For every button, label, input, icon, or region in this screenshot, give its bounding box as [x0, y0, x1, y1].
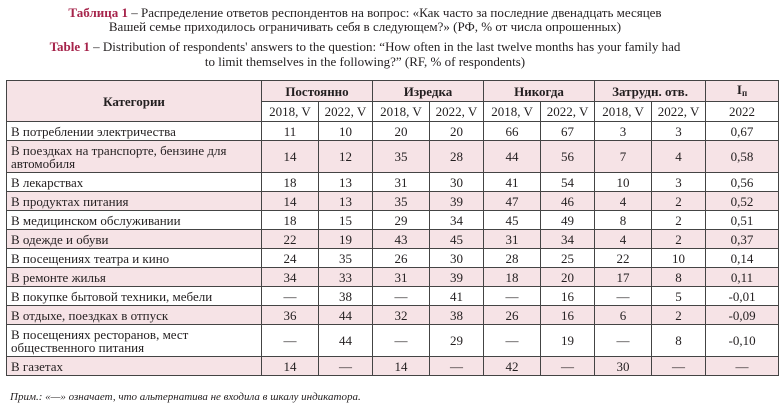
- row-value: 6: [595, 306, 652, 325]
- caption-en-label: Table 1: [49, 39, 90, 54]
- header-category: Категории: [7, 81, 262, 122]
- row-value: 43: [373, 230, 430, 249]
- row-value: 17: [595, 268, 652, 287]
- row-value: —: [484, 287, 541, 306]
- header-group: Изредка: [373, 81, 484, 102]
- table-row: [7, 306, 779, 325]
- row-value: 35: [373, 141, 430, 173]
- row-index-value: 0,67: [706, 122, 779, 141]
- table-row: [7, 249, 779, 268]
- row-value: 3: [652, 173, 706, 192]
- row-value: 31: [373, 173, 430, 192]
- header-row: [7, 81, 779, 102]
- row-value: 29: [373, 211, 430, 230]
- row-value: 66: [484, 122, 541, 141]
- row-category: В посещениях ресторанов, мест общественного питания: [7, 325, 262, 357]
- row-value: 28: [430, 141, 484, 173]
- row-value: 25: [541, 249, 595, 268]
- header-group: Затрудн. отв.: [595, 81, 706, 102]
- subheader-year: 2018, V: [373, 102, 430, 122]
- row-index-value: 0,52: [706, 192, 779, 211]
- table-row: [7, 122, 779, 141]
- row-value: 18: [484, 268, 541, 287]
- row-value: 4: [595, 192, 652, 211]
- row-value: 44: [319, 306, 373, 325]
- row-value: —: [319, 357, 373, 376]
- row-value: 20: [373, 122, 430, 141]
- subheader-index-year: 2022: [706, 102, 779, 122]
- subheader-year: 2018, V: [595, 102, 652, 122]
- table-row: [7, 325, 779, 357]
- header-index-main: I: [736, 81, 742, 97]
- subheader-year: 2018, V: [262, 102, 319, 122]
- row-value: 14: [262, 141, 319, 173]
- header-group: Никогда: [484, 81, 595, 102]
- row-index-value: -0,09: [706, 306, 779, 325]
- row-index-value: 0,51: [706, 211, 779, 230]
- header-index-sub: п: [741, 87, 748, 98]
- row-value: 4: [652, 141, 706, 173]
- row-value: 2: [652, 211, 706, 230]
- row-value: —: [595, 287, 652, 306]
- row-value: 16: [541, 306, 595, 325]
- row-value: 35: [319, 249, 373, 268]
- row-value: 33: [319, 268, 373, 287]
- table-row: [7, 141, 779, 173]
- row-value: 29: [430, 325, 484, 357]
- row-value: 45: [430, 230, 484, 249]
- row-value: 42: [484, 357, 541, 376]
- table-row: [7, 268, 779, 287]
- row-value: 54: [541, 173, 595, 192]
- footnote: Прим.: «—» означает, что альтернатива не входила в шкалу индикатора.: [10, 391, 361, 403]
- row-value: 47: [484, 192, 541, 211]
- table-row: [7, 173, 779, 192]
- row-category: В медицинском обслуживании: [7, 211, 262, 230]
- row-value: —: [262, 287, 319, 306]
- row-value: 30: [430, 173, 484, 192]
- row-value: 11: [262, 122, 319, 141]
- row-value: 67: [541, 122, 595, 141]
- row-category: В поездках на транспорте, бензине для автомобиля: [7, 141, 262, 173]
- table-row: [7, 287, 779, 306]
- row-index-value: 0,56: [706, 173, 779, 192]
- row-value: 22: [262, 230, 319, 249]
- row-index-value: -0,01: [706, 287, 779, 306]
- row-value: 4: [595, 230, 652, 249]
- row-value: 13: [319, 192, 373, 211]
- table-row: [7, 192, 779, 211]
- survey-table: [6, 80, 779, 376]
- row-value: 5: [652, 287, 706, 306]
- row-value: 8: [652, 268, 706, 287]
- table-body: [7, 122, 779, 376]
- row-value: 19: [541, 325, 595, 357]
- caption-ru-line1: [6, 6, 724, 20]
- row-index-value: 0,58: [706, 141, 779, 173]
- row-value: 45: [484, 211, 541, 230]
- header-index: [706, 81, 779, 102]
- row-value: 18: [262, 173, 319, 192]
- row-category: В ремонте жилья: [7, 268, 262, 287]
- row-value: —: [652, 357, 706, 376]
- row-value: 38: [430, 306, 484, 325]
- row-value: 3: [595, 122, 652, 141]
- row-value: 12: [319, 141, 373, 173]
- row-value: 44: [319, 325, 373, 357]
- row-value: 44: [484, 141, 541, 173]
- row-index-value: 0,14: [706, 249, 779, 268]
- row-index-value: 0,11: [706, 268, 779, 287]
- row-category: В потреблении электричества: [7, 122, 262, 141]
- row-value: 8: [652, 325, 706, 357]
- row-value: 20: [430, 122, 484, 141]
- row-value: 31: [484, 230, 541, 249]
- row-category: В газетах: [7, 357, 262, 376]
- row-value: 8: [595, 211, 652, 230]
- row-value: 39: [430, 268, 484, 287]
- subheader-year: 2022, V: [430, 102, 484, 122]
- row-value: 34: [541, 230, 595, 249]
- row-value: 7: [595, 141, 652, 173]
- caption-ru-line2: Вашей семье приходилось ограничивать себя в следующем?» (РФ, % от числа опрошенных): [108, 19, 622, 34]
- row-value: 15: [319, 211, 373, 230]
- row-category: В одежде и обуви: [7, 230, 262, 249]
- row-value: 32: [373, 306, 430, 325]
- row-value: 3: [652, 122, 706, 141]
- row-value: 46: [541, 192, 595, 211]
- row-category: В отдыхе, поездках в отпуск: [7, 306, 262, 325]
- row-value: 41: [484, 173, 541, 192]
- row-value: —: [595, 325, 652, 357]
- row-value: 10: [652, 249, 706, 268]
- row-value: 18: [262, 211, 319, 230]
- row-value: 26: [373, 249, 430, 268]
- row-value: 20: [541, 268, 595, 287]
- table-row: [7, 230, 779, 249]
- row-value: 10: [595, 173, 652, 192]
- row-value: 2: [652, 306, 706, 325]
- row-value: —: [484, 325, 541, 357]
- row-index-value: -0,10: [706, 325, 779, 357]
- row-value: —: [262, 325, 319, 357]
- table-row: [7, 211, 779, 230]
- row-value: 28: [484, 249, 541, 268]
- row-value: 14: [262, 192, 319, 211]
- row-value: 34: [262, 268, 319, 287]
- caption-en-line1: [6, 40, 724, 54]
- caption-en-line2: to limit themselves in the following?” (RF, % of respondents): [204, 54, 526, 69]
- row-value: 39: [430, 192, 484, 211]
- row-value: 2: [652, 230, 706, 249]
- caption-en-text: – Distribution of respondents' answers to the question: “How often in the last twelve months has your family had: [89, 39, 681, 54]
- row-value: 2: [652, 192, 706, 211]
- row-value: 49: [541, 211, 595, 230]
- row-value: 30: [430, 249, 484, 268]
- subheader-year: 2018, V: [484, 102, 541, 122]
- subheader-year: 2022, V: [541, 102, 595, 122]
- caption-ru-label: Таблица 1: [68, 5, 128, 20]
- row-value: 10: [319, 122, 373, 141]
- row-value: 26: [484, 306, 541, 325]
- row-value: —: [430, 357, 484, 376]
- row-value: 13: [319, 173, 373, 192]
- row-value: 56: [541, 141, 595, 173]
- subheader-year: 2022, V: [652, 102, 706, 122]
- row-category: В посещениях театра и кино: [7, 249, 262, 268]
- row-value: 35: [373, 192, 430, 211]
- row-value: 16: [541, 287, 595, 306]
- subheader-year: 2022, V: [319, 102, 373, 122]
- row-value: 14: [373, 357, 430, 376]
- row-value: 22: [595, 249, 652, 268]
- row-value: 24: [262, 249, 319, 268]
- row-index-value: —: [706, 357, 779, 376]
- table-row: [7, 357, 779, 376]
- row-value: 19: [319, 230, 373, 249]
- row-index-value: 0,37: [706, 230, 779, 249]
- row-value: —: [373, 287, 430, 306]
- row-value: 38: [319, 287, 373, 306]
- row-value: —: [373, 325, 430, 357]
- row-value: 31: [373, 268, 430, 287]
- row-value: 36: [262, 306, 319, 325]
- row-category: В продуктах питания: [7, 192, 262, 211]
- row-category: В покупке бытовой техники, мебели: [7, 287, 262, 306]
- row-value: 30: [595, 357, 652, 376]
- row-value: —: [541, 357, 595, 376]
- row-value: 34: [430, 211, 484, 230]
- row-value: 14: [262, 357, 319, 376]
- header-group: Постоянно: [262, 81, 373, 102]
- row-value: 41: [430, 287, 484, 306]
- row-category: В лекарствах: [7, 173, 262, 192]
- caption-ru-text: – Распределение ответов респондентов на вопрос: «Как часто за последние двенадцать месяцев: [127, 5, 662, 20]
